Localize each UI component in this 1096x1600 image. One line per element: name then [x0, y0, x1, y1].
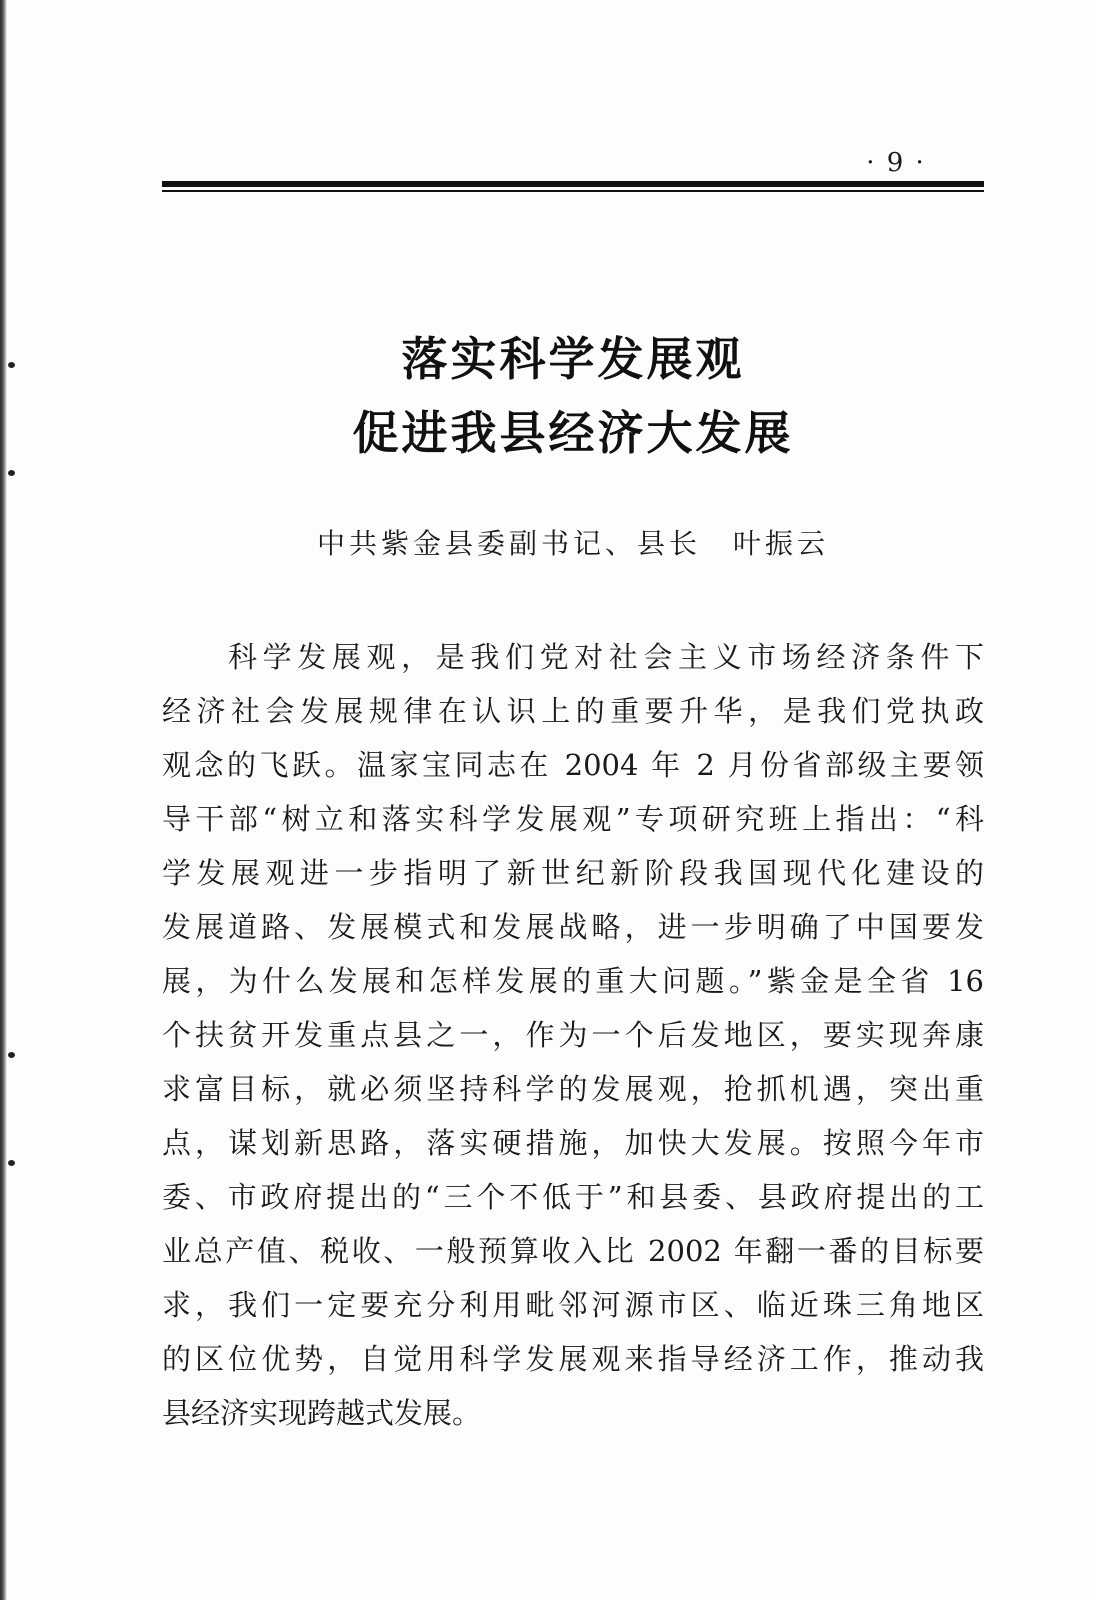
scan-mark [8, 362, 15, 368]
body-line: 个扶贫开发重点县之一，作为一个后发地区，要实现奔康 [162, 1018, 984, 1052]
body-line: 导干部“树立和落实科学发展观”专项研究班上指出：“科 [162, 802, 984, 836]
page-number: · 9 · [866, 148, 926, 178]
body-line: 学发展观进一步指明了新世纪新阶段我国现代化建设的 [162, 856, 984, 890]
author-byline: 中共紫金县委副书记、县长 叶振云 [316, 527, 829, 560]
header-rule [162, 181, 984, 192]
body-line: 委、市政府提出的“三个不低于”和县委、县政府提出的工 [162, 1180, 984, 1214]
scan-mark [8, 1160, 15, 1166]
body-line: 经济社会发展规律在认识上的重要升华，是我们党执政 [162, 694, 984, 728]
scan-mark [8, 470, 15, 476]
body-line: 点，谋划新思路，落实硬措施，加快大发展。按照今年市 [162, 1126, 984, 1160]
article-title [162, 322, 984, 470]
body-line: 的区位优势，自觉用科学发展观来指导经济工作，推动我 [162, 1342, 984, 1376]
body-line: 求，我们一定要充分利用毗邻河源市区、临近珠三角地区 [162, 1288, 984, 1322]
article-body [162, 630, 984, 1440]
title-line-2: 促进我县经济大发展 [352, 406, 794, 460]
body-line: 县经济实现跨越式发展。 [162, 1396, 482, 1430]
binding-edge [0, 0, 7, 1600]
body-line: 业总产值、税收、一般预算收入比 2002 年翻一番的目标要 [162, 1234, 984, 1268]
title-line-1: 落实科学发展观 [401, 332, 745, 386]
scan-mark [8, 1052, 15, 1058]
body-line: 观念的飞跃。温家宝同志在 2004 年 2 月份省部级主要领 [162, 748, 984, 782]
body-line: 求富目标，就必须坚持科学的发展观，抢抓机遇，突出重 [162, 1072, 984, 1106]
body-line: 科学发展观，是我们党对社会主义市场经济条件下 [228, 640, 984, 674]
body-line: 展，为什么发展和怎样发展的重大问题。”紫金是全省 16 [162, 964, 984, 998]
body-line: 发展道路、发展模式和发展战略，进一步明确了中国要发 [162, 910, 984, 944]
